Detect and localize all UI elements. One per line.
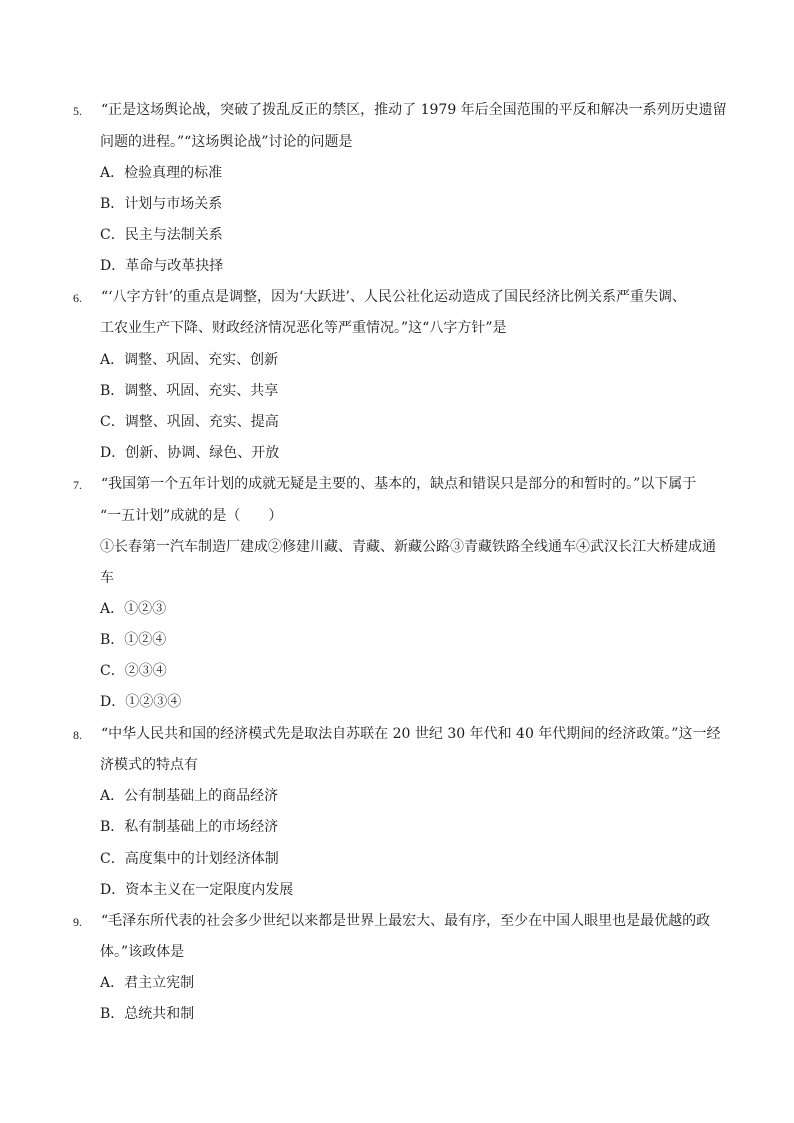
option-c: C．调整、巩固、充实、提高 bbox=[100, 414, 279, 430]
option-b: B．总统共和制 bbox=[100, 1006, 195, 1022]
option-b: B．计划与市场关系 bbox=[100, 196, 223, 212]
question-stem-line: “‘八字方针’的重点是调整，因为‘大跃进’、人民公社化运动造成了国民经济比例关系严重失调、 bbox=[101, 289, 686, 305]
option-d: D．创新、协调、绿色、开放 bbox=[100, 445, 280, 461]
question-stem-line: 问题的进程。”“这场舆论战”讨论的问题是 bbox=[100, 134, 353, 150]
question-stem-line: “中华人民共和国的经济模式先是取法自苏联在 20 世纪 30 年代和 40 年代期间的经济政策。”这一经 bbox=[101, 726, 721, 742]
option-a: A．①②③ bbox=[100, 601, 167, 617]
question-stem-line: ①长春第一汽车制造厂建成②修建川藏、青藏、新藏公路③青藏铁路全线通车④武汉长江大桥建成通 bbox=[100, 539, 716, 555]
question-number: 9. bbox=[73, 915, 82, 929]
option-c: C．高度集中的计划经济体制 bbox=[100, 851, 279, 867]
option-b: B．调整、巩固、充实、共享 bbox=[100, 383, 279, 399]
option-d: D．①②③④ bbox=[100, 694, 182, 710]
option-b: B．①②④ bbox=[100, 632, 167, 648]
option-a: A．君主立宪制 bbox=[100, 975, 195, 991]
option-c: C．民主与法制关系 bbox=[100, 227, 223, 243]
question-number: 5. bbox=[73, 104, 82, 118]
question-stem-line: “一五计划”成就的是（ ） bbox=[100, 508, 283, 524]
option-c: C．②③④ bbox=[100, 663, 167, 679]
option-a: A．检验真理的标准 bbox=[100, 165, 223, 181]
question-number: 6. bbox=[73, 291, 82, 305]
question-stem-line: 工农业生产下降、财政经济情况恶化等严重情况。”这“八字方针”是 bbox=[100, 320, 507, 336]
option-a: A．公有制基础上的商品经济 bbox=[100, 788, 279, 804]
question-stem-line: 车 bbox=[100, 570, 114, 586]
question-stem-line: “正是这场舆论战，突破了拨乱反正的禁区，推动了 1979 年后全国范围的平反和解决一系列历史遗留 bbox=[101, 102, 727, 118]
question-stem-line: 体。”该政体是 bbox=[100, 944, 185, 960]
question-stem-line: “我国第一个五年计划的成就无疑是主要的、基本的，缺点和错误只是部分的和暂时的。”以下属于 bbox=[101, 476, 697, 492]
option-a: A．调整、巩固、充实、创新 bbox=[100, 352, 279, 368]
option-b: B．私有制基础上的市场经济 bbox=[100, 819, 279, 835]
question-stem-line: 济模式的特点有 bbox=[100, 757, 198, 773]
question-number: 7. bbox=[73, 478, 82, 492]
question-stem-line: “毛泽东所代表的社会多少世纪以来都是世界上最宏大、最有序，至少在中国人眼里也是最优越的政 bbox=[101, 913, 711, 929]
option-d: D．革命与改革抉择 bbox=[100, 258, 224, 274]
question-number: 8. bbox=[73, 728, 82, 742]
option-d: D．资本主义在一定限度内发展 bbox=[100, 882, 294, 898]
